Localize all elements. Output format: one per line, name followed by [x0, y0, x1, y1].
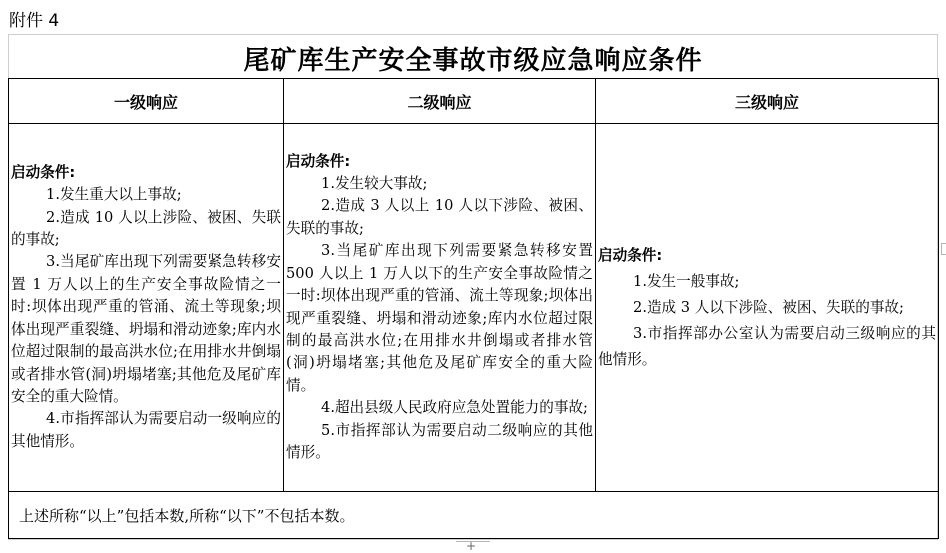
attachment-label: 附件 4	[9, 11, 60, 31]
table-resize-handle[interactable]	[941, 243, 946, 255]
condition-title: 启动条件:	[598, 246, 663, 264]
condition-item: 2.造成 3 人以上 10 人以下涉险、被困、失联的事故;	[286, 197, 593, 237]
table-note-row	[9, 492, 939, 539]
level-2-cell	[284, 124, 596, 492]
condition-item: 1.发生一般事故;	[633, 272, 740, 290]
condition-item: 5.市指挥部认为需要启动二级响应的其他情形。	[286, 421, 593, 461]
condition-item: 2.造成 10 人以上涉险、被困、失联的事故;	[11, 208, 281, 249]
header-level-2: 二级响应	[284, 79, 596, 124]
table-header-row	[9, 79, 939, 124]
condition-item: 1.发生较大事故;	[321, 175, 428, 193]
header-level-3: 三级响应	[596, 79, 939, 124]
level-1-cell	[9, 124, 284, 492]
level-3-cell	[596, 124, 939, 492]
footnote: 上述所称“以上”包括本数,所称“以下”不包括本数。	[9, 492, 939, 539]
plus-icon[interactable]: +	[466, 539, 477, 553]
response-conditions-table	[8, 78, 939, 539]
condition-item: 2.造成 3 人以下涉险、被困、失联的事故;	[633, 298, 904, 316]
header-level-1: 一级响应	[9, 79, 284, 124]
condition-item: 4.市指挥部认为需要启动一级响应的其他情形。	[11, 410, 281, 450]
condition-title: 启动条件:	[286, 152, 351, 170]
condition-item: 1.发生重大以上事故;	[46, 186, 182, 204]
condition-item: 3.当尾矿库出现下列需要紧急转移安置 1 万人以上的生产安全事故险情之一时:坝体出现严重的管涌、流土等现象;坝体出现严重裂缝、坍塌和滑动迹象;库内水位超过限制的最高洪水位;在用排水井倒塌或者排水管(洞)坍塌堵塞;其他危及尾矿库安全的重大险情。	[11, 253, 281, 405]
condition-title: 启动条件:	[11, 163, 76, 181]
condition-item: 3.当尾矿库出现下列需要紧急转移安置 500 人以上 1 万人以下的生产安全事故险情之一时:坝体出现严重的管涌、流土等现象;坝体出现严重裂缝、坍塌和滑动迹象;库内水位超过限制的最高洪水位;在用排水井倒塌或者排水管(洞)坍塌堵塞;其他危及尾矿库安全的重大险情。	[286, 242, 593, 394]
condition-item: 4.超出县级人民政府应急处置能力的事故;	[321, 399, 588, 417]
page-title: 尾矿库生产安全事故市级应急响应条件	[243, 46, 703, 76]
table-body-row	[9, 124, 939, 492]
condition-item: 3.市指挥部办公室认为需要启动三级响应的其他情形。	[598, 324, 936, 368]
